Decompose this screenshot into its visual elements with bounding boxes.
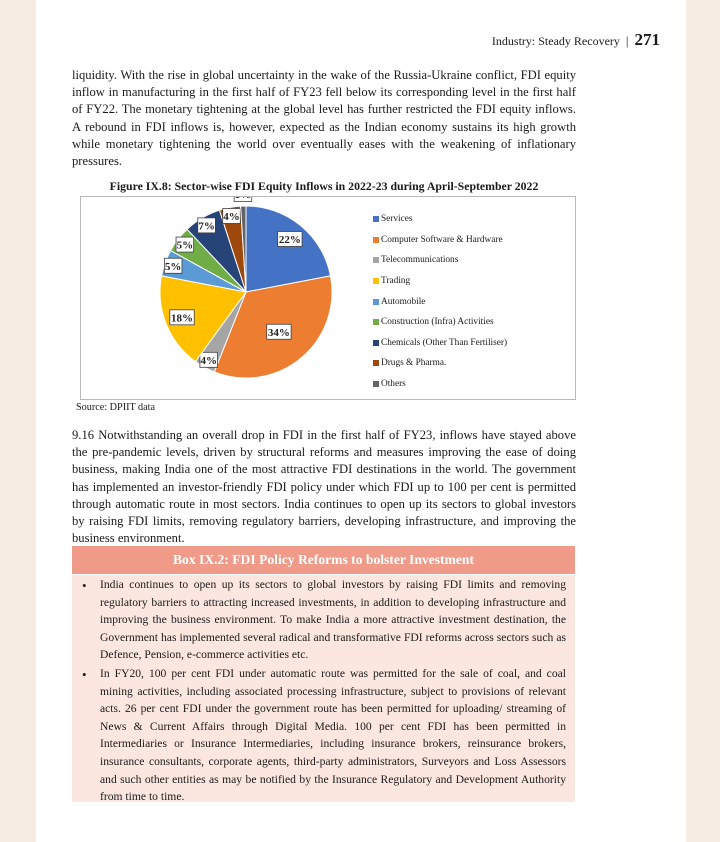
legend-swatch [373, 237, 379, 243]
running-header [492, 30, 660, 50]
legend-swatch [373, 360, 379, 366]
svg-text:7%: 7% [198, 220, 215, 233]
legend-label: Telecommunications [381, 255, 459, 266]
legend-item-1 [373, 230, 507, 251]
legend-label: Computer Software & Hardware [381, 234, 503, 245]
legend-item-0 [373, 209, 507, 230]
bullet-marker: • [82, 578, 87, 593]
legend-swatch [373, 319, 379, 325]
svg-text:4%: 4% [200, 354, 217, 367]
intro-paragraph: liquidity. With the rise in global uncertainty in the wake of the Russia-Ukraine conflict, FDI equity inflow in manufacturing in the first half of FY23 fell below its corresponding level in the first half of FY22. The monetary tightening at the global level has further restricted the FDI equity inflows. A rebound in FDI inflows is, however, expected as the Indian economy sustains its high growth while monetary tightening the world over eventually eases with the weakening of inflationary pressures. [72, 68, 576, 169]
legend-item-7 [373, 353, 507, 374]
svg-text:1% [235, 197, 252, 201]
figure-source: Source: DPIIT data [76, 402, 156, 413]
svg-text:4%: 4% [223, 210, 240, 223]
pie-data-label-3 [170, 310, 194, 325]
box-bullet-1: India continues to open up its sectors to global investors by raising FDI limits and removing regulatory barriers to attracting increased investments, in addition to developing infrastructure and improving the business environment. To make India a more attractive investment destination, the Government has implemented several radical and transformative FDI reforms across sectors such as Defence, Pension, e-commerce activities etc. [100, 578, 566, 662]
pie-data-label-4 [164, 258, 182, 273]
legend-item-8 [373, 374, 507, 395]
svg-text:22%: 22% [278, 233, 301, 246]
pie-data-label-2 [200, 352, 218, 367]
svg-text:34%: 34% [267, 326, 290, 339]
legend-label: Chemicals (Other Than Fertiliser) [381, 337, 508, 348]
bullet-marker: • [82, 667, 87, 682]
legend-label: Construction (Infra) Activities [381, 317, 494, 328]
pie-chart [81, 197, 371, 399]
legend-item-6 [373, 333, 507, 354]
page-number: 271 [634, 30, 660, 49]
legend-label: Others [381, 379, 406, 390]
pie-data-label-0 [278, 231, 302, 246]
paragraph-9-16: 9.16 Notwithstanding an overall drop in FDI in the first half of FY23, inflows have stayed above the pre-pandemic levels, driven by structural reforms and measures improving the ease of doing business, making India one of the most attractive FDI destinations in the world. The government has implemented an investor-friendly FDI policy under which FDI up to 100 per cent is permitted through automatic route in most sectors. India continues to open up its sectors to global investors by raising FDI limits, removing regulatory barriers, developing infrastructure, and improving the business environment. [72, 428, 576, 546]
pie-data-label-8 [234, 197, 252, 202]
pie-data-label-1 [267, 324, 291, 339]
legend-item-5 [373, 312, 507, 333]
legend-label: Drugs & Pharma. [381, 358, 447, 369]
pie-chart-frame [80, 196, 576, 400]
svg-text:5%: 5% [176, 239, 194, 252]
chart-legend [373, 209, 507, 394]
box-fdi-policy-reforms [72, 546, 575, 802]
box-bullet-2: In FY20, 100 per cent FDI under automatic route was permitted for the sale of coal, and coal mining activities, including associated processing infrastructure, subject to provisions of relevant acts. 26 per cent FDI under the government route has been permitted for uploading/ streaming of News & Current Affairs through Digital Media. 100 per cent FDI has been permitted in Intermediaries or Insurance Intermediaries, including insurance brokers, reinsurance brokers, insurance consultants, corporate agents, third-party administrators, Surveyors and Loss Assessors and such other entities as may be notified by the Insurance Regulatory and Development Authority from time to time. [100, 667, 566, 804]
legend-label: Trading [381, 276, 411, 287]
svg-text:18%: 18% [171, 312, 194, 325]
pie-data-label-7 [223, 208, 241, 223]
pie-data-label-5 [176, 237, 194, 252]
header-separator: | [625, 33, 629, 48]
legend-label: Automobile [381, 296, 426, 307]
legend-label: Services [381, 214, 413, 225]
figure-title: Figure IX.8: Sector-wise FDI Equity Inflows in 2022-23 during April-September 2022 [109, 179, 539, 193]
legend-swatch [373, 340, 379, 346]
legend-swatch [373, 381, 379, 387]
pie-data-label-6 [198, 218, 216, 233]
legend-item-4 [373, 291, 507, 312]
legend-swatch [373, 299, 379, 305]
box-title: Box IX.2: FDI Policy Reforms to bolster Investment [72, 546, 575, 575]
svg-text:5%: 5% [164, 260, 182, 273]
legend-swatch [373, 216, 379, 222]
legend-item-3 [373, 271, 507, 292]
legend-item-2 [373, 250, 507, 271]
legend-swatch [373, 257, 379, 263]
header-section-title: Industry: Steady Recovery [491, 34, 620, 48]
legend-swatch [373, 278, 379, 284]
